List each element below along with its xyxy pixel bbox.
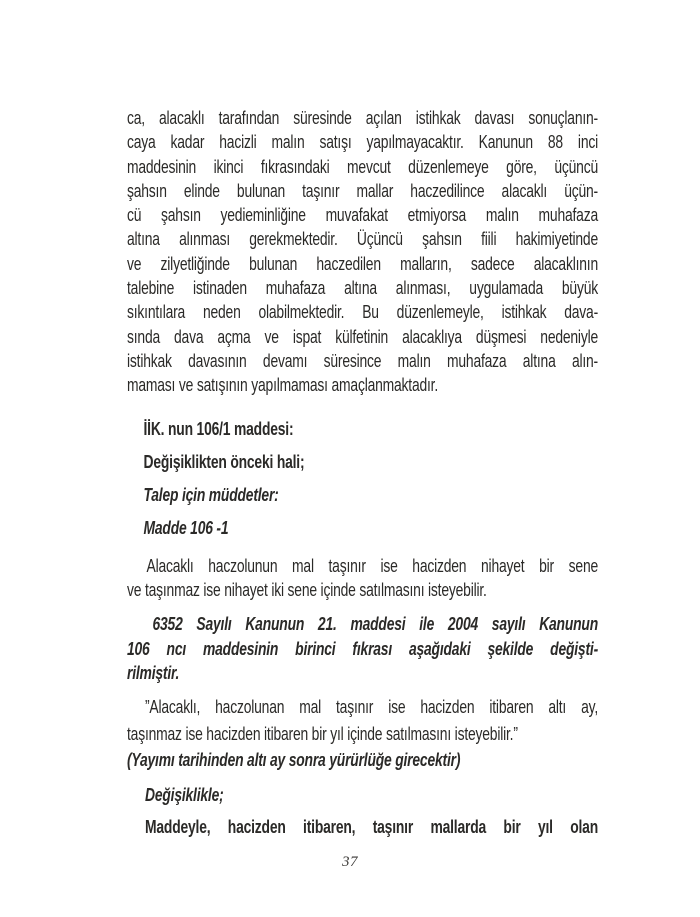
text-line: sıkıntılara neden olabilmektedir. Bu düzenlemeyle, istihkak dava- xyxy=(127,301,598,323)
heading-madde-106-1: Madde 106 -1 xyxy=(143,517,229,539)
text-line: maması ve satışının yapılmaması amaçlanmaktadır. xyxy=(127,374,439,396)
heading-iik-106-1-maddesi: İİK. nun 106/1 maddesi: xyxy=(143,417,294,439)
text-line: cü şahsın yedieminliğine muvafakat etmiyorsa malın muhafaza xyxy=(127,204,598,226)
text-line: ca, alacaklı tarafından süresinde açılan istihkak davası sonuçlanın- xyxy=(127,107,598,128)
text-line: şahsın elinde bulunan taşınır mallar haczedilince alacaklı üçün- xyxy=(127,179,598,201)
heading-talep-icin-muddetler: Talep için müddetler: xyxy=(143,484,279,506)
paragraph-yeni-metin-alinti xyxy=(127,694,598,747)
text-line: ve zilyetliğinde bulunan haczedilen malların, sadece alacaklının xyxy=(127,252,598,274)
body-text xyxy=(127,106,598,839)
text-line: maddesinin ikinci fıkrasındaki mevcut düzenlemeye göre, üçüncü xyxy=(127,155,598,177)
heading-degisiklikle: Değişiklikle; xyxy=(145,783,224,805)
paragraph-maddeyle-devam xyxy=(127,815,598,839)
text-line: ve taşınmaz ise nihayet iki sene içinde satılmasını isteyebilir. xyxy=(127,579,487,601)
text-line: Maddeyle, hacizden itibaren, taşınır mallarda bir yıl olan xyxy=(145,816,598,838)
text-line: taşınmaz ise hacizden itibaren bir yıl içinde satılmasını isteyebilir.” xyxy=(127,722,518,744)
text-line: talebine istinaden muhafaza altına alınması, uygulamada büyük xyxy=(127,277,598,299)
paragraph-madde-106-eski-metin xyxy=(127,554,598,603)
text-line: sında dava açma ve ispat külfetinin alacaklıya düşmesi nedeniyle xyxy=(127,325,598,347)
page-number: 37 xyxy=(342,854,358,870)
text-line: rilmiştir. xyxy=(127,661,180,683)
text-line: 6352 Sayılı Kanunun 21. maddesi ile 2004 sayılı Kanunun xyxy=(152,613,598,635)
heading-degisiklikten-onceki-hali: Değişiklikten önceki hali; xyxy=(143,450,305,472)
text-line: altına alınması gerekmektedir. Üçüncü şahsın fiili hakimiyetinde xyxy=(127,228,598,250)
text-line: Alacaklı haczolunun mal taşınır ise hacizden nihayet bir sene xyxy=(146,554,598,576)
paragraph-6352-sayili-kanun xyxy=(127,612,598,685)
text-line: istihkak davasının devamı süresince malın muhafaza altına alın- xyxy=(127,349,598,371)
note-yururluk-tarihi: (Yayımı tarihinden altı ay sonra yürürlüğe girecektir) xyxy=(127,749,461,771)
paragraph-istihkak-devami xyxy=(127,106,598,398)
text-line: ”Alacaklı, haczolunan mal taşınır ise hacizden itibaren altı ay, xyxy=(145,696,598,718)
text-line: 106 ncı maddesinin birinci fıkrası aşağıdaki şekilde değişti- xyxy=(127,637,598,659)
text-line: caya kadar hacizli malın satışı yapılmayacaktır. Kanunun 88 inci xyxy=(127,131,598,153)
